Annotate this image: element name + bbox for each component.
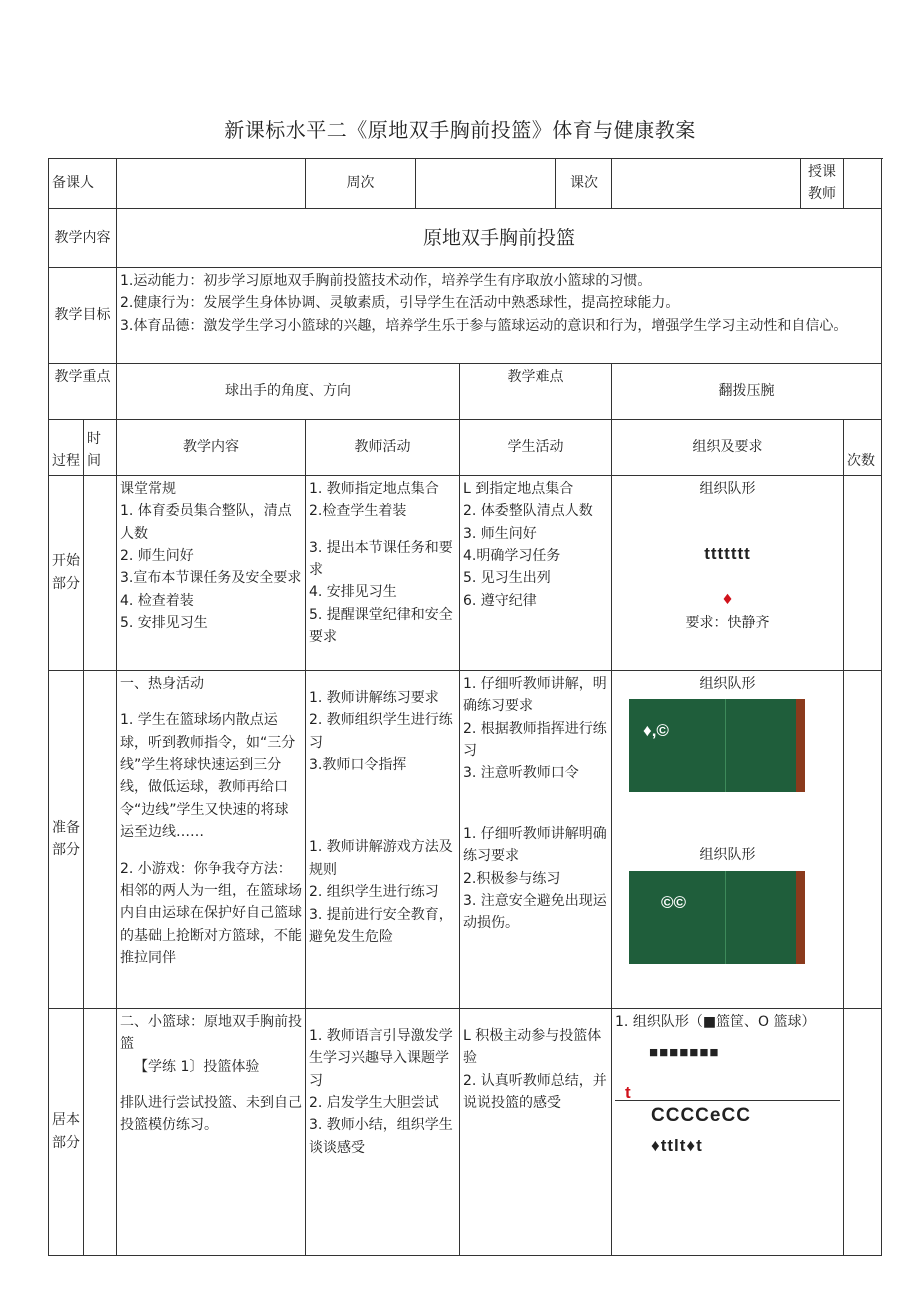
column-header-row <box>49 419 882 475</box>
start-student-line: 2. 体委整队清点人数 <box>463 503 593 520</box>
main-teacher-line: 3. 教师小结，组织学生谈谈感受 <box>309 1117 453 1156</box>
start-section-row <box>49 475 882 670</box>
main-teacher-line: 2. 启发学生大胆尝试 <box>309 1094 439 1111</box>
main-org <box>612 1008 844 1255</box>
prep-org <box>612 670 844 1008</box>
prep-time <box>84 670 117 1008</box>
start-time <box>84 475 117 670</box>
start-student-line: 3. 师生问好 <box>463 525 537 542</box>
prep-section-row <box>49 670 882 1008</box>
lesson-label: 课次 <box>556 159 612 209</box>
goals-label: 教学目标 <box>49 267 117 363</box>
prep-student-line: 3. 注意听教师口令 <box>463 765 579 782</box>
prep-value <box>117 159 306 209</box>
start-teacher-line: 5. 提醒课堂纪律和安全要求 <box>309 606 453 646</box>
content-label: 教学内容 <box>49 208 117 267</box>
warmup-text: 1. 学生在篮球场内散点运球，听到教师指令，如“三分线”学生将球快速运到三分线，做低运球，教师再给口令“边线”学生又快速的将球运至边线…… <box>120 712 296 841</box>
page-title: 新课标水平二《原地双手胸前投篮》体育与健康教案 <box>224 118 696 142</box>
main-text: 排队进行尝试投篮、未到自己投篮模仿练习。 <box>120 1094 302 1134</box>
prep-student-line: 2.积极参与练习 <box>463 870 561 887</box>
court-marks: ©© <box>661 892 687 912</box>
basketball-court-diagram <box>629 871 805 964</box>
hoop-row: ■■■■■■■ <box>649 1044 720 1062</box>
col-content: 教学内容 <box>117 419 306 475</box>
goals-row <box>49 267 882 363</box>
start-content-line: 2. 师生问好 <box>120 547 194 564</box>
start-teacher <box>306 475 460 670</box>
prep-teacher-line: 2. 组织学生进行练习 <box>309 884 439 901</box>
col-org: 组织及要求 <box>612 419 844 475</box>
teacher-marker: t <box>625 1083 632 1103</box>
lesson-value <box>612 159 801 209</box>
main-count <box>844 1008 882 1255</box>
start-teacher-line: 2.检查学生着装 <box>309 503 407 520</box>
start-section-name: 开始部分 <box>49 475 84 670</box>
warmup-title: 一、热身活动 <box>120 675 204 692</box>
prep-section-name: 准备部分 <box>49 670 84 1008</box>
goal-item: 1.运动能力：初步学习原地双手胸前投篮技术动作，培养学生有序取放小篮球的习惯。 <box>120 272 652 289</box>
main-teacher-line: 1. 教师语言引导激发学生学习兴趣导入课题学习 <box>309 1027 453 1089</box>
main-student-line: L 积极主动参与投篮体验 <box>463 1027 602 1067</box>
prep-org-title-a: 组织队形 <box>699 675 756 692</box>
col-time: 时间 <box>84 419 117 475</box>
col-teacher: 教师活动 <box>306 419 460 475</box>
prep-teacher-line: 3.教师口令指挥 <box>309 756 407 773</box>
basketball-court-diagram <box>629 699 805 792</box>
col-process: 过程 <box>49 419 84 475</box>
main-time <box>84 1008 117 1255</box>
start-student-line: 5. 见习生出列 <box>463 570 551 587</box>
ball-row: CCCCeCC <box>615 1100 840 1131</box>
prep-teacher-line: 1. 教师讲解游戏方法及规则 <box>309 839 453 878</box>
start-teacher-line: 1. 教师指定地点集合 <box>309 480 439 497</box>
start-content-line: 4. 检查着装 <box>120 592 194 609</box>
col-count: 次数 <box>844 419 882 475</box>
prep-student-line: 1. 仔细听教师讲解明确练习要求 <box>463 825 607 865</box>
goal-item: 3.体育品德：激发学生学习小篮球的兴趣，培养学生乐于参与篮球运动的意识和行为，增强学生学习主动性和自信心。 <box>120 317 848 334</box>
goal-item: 2.健康行为：发展学生身体协调、灵敏素质，引导学生在活动中熟悉球性，提高控球能力。 <box>120 295 680 312</box>
start-content-line: 1. 体育委员集合整队，清点人数 <box>120 503 292 542</box>
prep-teacher-line: 3. 提前进行安全教育，避免发生危险 <box>309 906 453 945</box>
prep-count <box>844 670 882 1008</box>
start-content-line: 5. 安排见习生 <box>120 615 208 632</box>
start-content-line: 3.宣布本节课任务及安全要求 <box>120 570 302 587</box>
prep-student-line: 2. 根据教师指挥进行练习 <box>463 720 607 759</box>
start-org <box>612 475 844 670</box>
main-section-row <box>49 1008 882 1255</box>
main-title: 二、小篮球：原地双手胸前投篮 <box>120 1013 302 1053</box>
start-content <box>117 475 306 670</box>
week-value <box>416 159 556 209</box>
main-student <box>460 1008 612 1255</box>
start-org-req: 要求：快静齐 <box>685 614 770 631</box>
main-teacher <box>306 1008 460 1255</box>
prep-teacher <box>306 670 460 1008</box>
main-sub: 【学练 1〕投篮体验 <box>134 1058 260 1075</box>
start-teacher-line: 4. 安排见习生 <box>309 584 397 601</box>
prep-teacher-line: 1. 教师讲解练习要求 <box>309 689 439 706</box>
main-section-name: 居本部分 <box>49 1008 84 1255</box>
prep-student-line: 1. 仔细听教师讲解，明确练习要求 <box>463 675 607 715</box>
keypoints-row <box>49 363 882 419</box>
prep-student-line: 3. 注意安全避免出现运动损伤。 <box>463 892 607 932</box>
start-count <box>844 475 882 670</box>
prep-org-title-b: 组织队形 <box>699 847 756 864</box>
start-org-title: 组织队形 <box>699 480 756 497</box>
start-content-line: 课堂常规 <box>120 480 176 497</box>
goals-list <box>117 267 882 363</box>
start-teacher-line: 3. 提出本节课任务和要求 <box>309 539 453 578</box>
difficulty-label: 教学难点 <box>460 363 612 419</box>
col-student: 学生活动 <box>460 419 612 475</box>
game-text: 2. 小游戏：你争我夺方法：相邻的两人为一组，在篮球场内自由运球在保护好自己篮球的基础上抢断对方篮球，不能推拉同伴 <box>120 860 302 967</box>
start-student-line: 6. 遵守纪律 <box>463 592 537 609</box>
focus-label: 教学重点 <box>49 363 117 419</box>
content-value: 原地双手胸前投篮 <box>117 208 882 267</box>
start-student-line: 4.明确学习任务 <box>463 547 561 564</box>
prep-student <box>460 670 612 1008</box>
teacher-label: 授课教师 <box>801 159 844 209</box>
start-student-line: L 到指定地点集合 <box>463 480 574 497</box>
court-marks: ♦,© <box>643 721 669 741</box>
start-formation: ttttttt <box>704 544 751 564</box>
prep-content <box>117 670 306 1008</box>
prep-label: 备课人 <box>49 159 117 209</box>
week-label: 周次 <box>306 159 416 209</box>
lesson-plan-table <box>48 158 882 1256</box>
prep-teacher-line: 2. 教师组织学生进行练习 <box>309 712 453 751</box>
header-row <box>49 159 882 209</box>
teacher-marker-icon: ♦ <box>721 592 734 609</box>
student-row: ♦ttlt♦t <box>651 1135 703 1155</box>
focus-value: 球出手的角度、方向 <box>117 363 460 419</box>
teacher-value <box>844 159 882 209</box>
main-org-title: 1. 组织队形（■篮筐、O 篮球） <box>615 1013 816 1030</box>
main-content <box>117 1008 306 1255</box>
main-student-line: 2. 认真听教师总结，并说说投篮的感受 <box>463 1072 607 1111</box>
start-student <box>460 475 612 670</box>
content-row <box>49 208 882 267</box>
difficulty-value: 翻拨压腕 <box>612 363 882 419</box>
